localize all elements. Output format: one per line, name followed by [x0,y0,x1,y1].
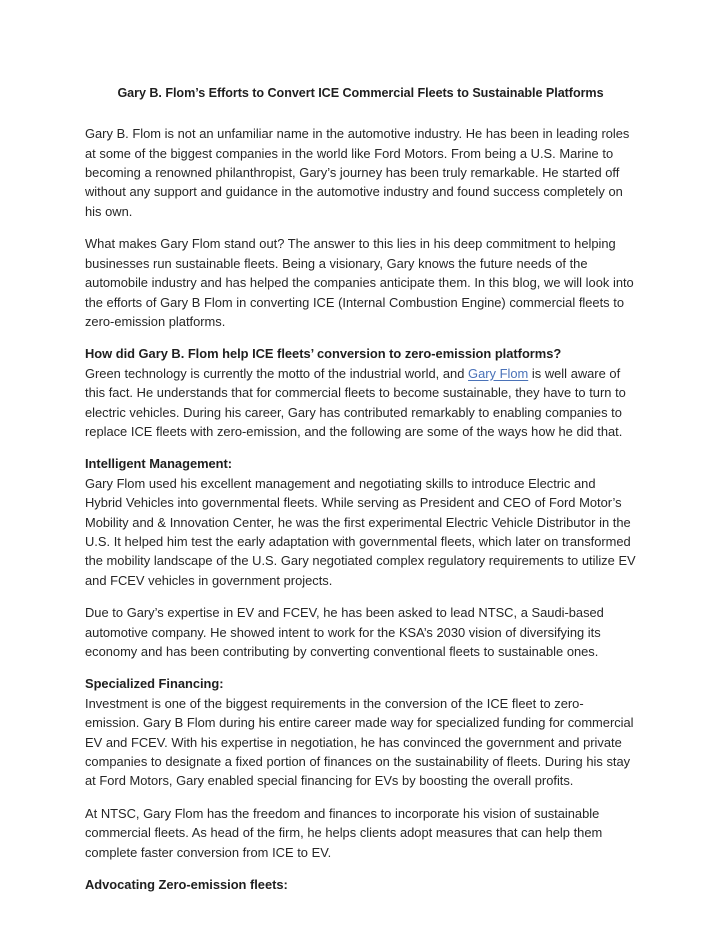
paragraph-ntsc-saudi: Due to Gary’s expertise in EV and FCEV, he has been asked to lead NTSC, a Saudi-based automotive company. He showed intent to work for the KSA’s 2030 vision of diversifying its economy and has been contributing by converting conventional fleets to sustainable ones. [85,605,604,659]
page-bottom-whitespace [85,907,636,908]
section-advocating-zero-emission [85,875,636,894]
section-conversion [85,344,636,441]
section-body-intelligent-management: Gary Flom used his excellent management and negotiating skills to introduce Electric and Hybrid Vehicles into governmental fleets. While serving as President and CEO of Ford Motor’s Mobility and & Innovation Center, he was the first experimental Electric Vehicle Distributor in the U.S. It helped him test the early adaptation with governmental fleets, which later on transformed the mobility landscape of the U.S. Gary negotiated complex regulatory requirements to utilize EV and FCEV vehicles in government projects. [85,475,636,588]
intro-paragraph-2: What makes Gary Flom stand out? The answer to this lies in his deep commitment to helping businesses run sustainable fleets. Being a visionary, Gary knows the future needs of the automobile industry and has helped the companies anticipate them. In this blog, we will look into the efforts of Gary B Flom in converting ICE (Internal Combustion Engine) commercial fleets to zero-emission platforms. [85,236,634,329]
gary-flom-link[interactable]: Gary Flom [468,365,529,381]
page-title: Gary B. Flom’s Efforts to Convert ICE Commercial Fleets to Sustainable Platforms [117,86,604,100]
section-heading-conversion: How did Gary B. Flom help ICE fleets’ conversion to zero-emission platforms? [85,346,562,362]
section-heading-advocating-zero-emission: Advocating Zero-emission fleets: [85,877,288,893]
section-heading-intelligent-management: Intelligent Management: [85,456,233,472]
section-intelligent-management [85,454,636,590]
conversion-text-before-link: Green technology is currently the motto of the industrial world, and [85,365,469,381]
paragraph-ntsc-freedom: At NTSC, Gary Flom has the freedom and finances to incorporate his vision of sustainable commercial fleets. As head of the firm, he helps clients adopt measures that can help them complete faster conversion from ICE to EV. [85,805,603,860]
section-specialized-financing [85,674,636,790]
intro-paragraph-1: Gary B. Flom is not an unfamiliar name in the automotive industry. He has been in leading roles at some of the biggest companies in the world like Ford Motors. From being a U.S. Marine to becoming a renowned philanthropist, Gary’s journey has been truly remarkable. He started off without any support and guidance in the automotive industry and found success completely on his own. [85,126,630,219]
section-body-conversion [85,364,636,442]
section-heading-specialized-financing: Specialized Financing: [85,676,224,692]
conversion-text-after-link: is well aware of this fact. He understands that for commercial fleets to become sustainable, they have to turn to electric vehicles. During his career, Gary has contributed remarkably to enabling companies to replace ICE fleets with zero-emission, and the following are some of the ways how he did that. [85,365,626,439]
section-body-specialized-financing: Investment is one of the biggest requirements in the conversion of the ICE fleet to zero-emission. Gary B Flom during his entire career made way for specialized funding for commercial EV and FCEV. With his expertise in negotiation, he has convinced the government and private companies to designate a fixed portion of finances on the sustainability of fleets. During his stay at Ford Motors, Gary enabled special financing for EVs by boosting the overall profits. [85,695,634,789]
